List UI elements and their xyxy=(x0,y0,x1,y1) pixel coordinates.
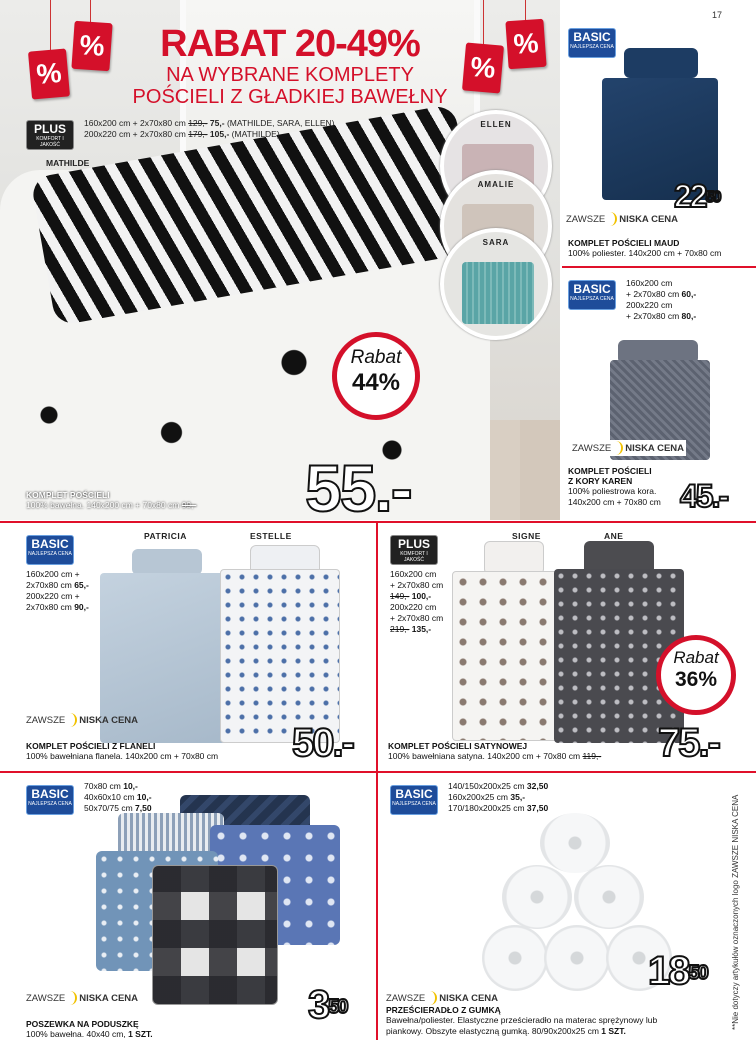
karen-desc2: 140x200 cm + 70x80 cm xyxy=(568,497,661,507)
signe-pillow-image xyxy=(484,541,544,575)
maud-pillow-image xyxy=(624,48,698,78)
zawsze-niska-cena-logo: ZAWSZE NISKA CENA xyxy=(566,213,678,225)
hero-product-info: KOMPLET POŚCIELI 100% bawełna. 140x200 cm + 70x80 cm 99,- xyxy=(26,490,197,510)
flanel-title: KOMPLET POŚCIELI Z FLANELI xyxy=(26,741,156,751)
zawsze-niska-cena-logo: ZAWSZE NISKA CENA xyxy=(570,440,686,456)
maud-title: KOMPLET POŚCIELI MAUD xyxy=(568,238,680,248)
headline-sub2: POŚCIELI Z GŁADKIEJ BAWEŁNY xyxy=(132,86,448,108)
headline xyxy=(120,24,460,108)
basic-badge: BASIC NAJLEPSZA CENA xyxy=(26,535,74,565)
product-flanel xyxy=(0,523,376,771)
zawsze-niska-cena-logo: ZAWSZE NISKA CENA xyxy=(26,992,138,1004)
percent-tag: % xyxy=(71,21,112,72)
flanel-sizes: 160x200 cm + 2x70x80 cm 65,- 200x220 cm + 2x70x80 cm 90,- xyxy=(26,569,89,612)
percent-tag: % xyxy=(462,42,504,93)
pillow-check-image xyxy=(152,865,278,1005)
plus-badge: PLUS KOMFORT I JAKOŚĆ xyxy=(390,535,438,565)
sheet-desc2: piankowy. Obszyte elastyczną gumką. 80/90x200x25 cm 1 SZT. xyxy=(386,1026,626,1036)
variant-patricia: PATRICIA xyxy=(144,531,187,541)
karen-sizes: 160x200 cm + 2x70x80 cm 60,- 200x220 cm + 2x70x80 cm 80,- xyxy=(626,278,697,321)
karen-desc1: 100% poliestrowa kora. xyxy=(568,486,657,496)
patricia-pillow-image xyxy=(132,549,202,575)
variant-signe: SIGNE xyxy=(512,531,541,541)
variant-ane: ANE xyxy=(604,531,624,541)
product-karen xyxy=(562,268,756,520)
sheet-sizes: 140/150x200x25 cm 32,50 160x200x25 cm 35,- 170/180x200x25 cm 37,50 xyxy=(448,781,549,813)
satin-price: 75.- xyxy=(658,721,719,765)
zawsze-niska-cena-logo: ZAWSZE NISKA CENA xyxy=(386,992,498,1004)
percent-tag: % xyxy=(505,19,546,70)
page-number: 17 xyxy=(712,10,723,20)
karen-price: 45.- xyxy=(680,478,728,514)
product-maud xyxy=(562,0,756,264)
sheet-price: $18^{50}$ xyxy=(648,949,707,993)
rabat-badge: Rabat 36% xyxy=(656,635,736,715)
variant-estelle: ESTELLE xyxy=(250,531,292,541)
maud-price: $22^{50}$ xyxy=(674,178,720,214)
variant-circle-amalie: AMALIE xyxy=(440,170,552,282)
variant-circle-ellen: ELLEN xyxy=(440,110,552,222)
hero-panel xyxy=(0,0,560,520)
flanel-desc: 100% bawełniana flanela. 140x200 cm + 70x80 cm xyxy=(26,751,219,761)
product-satin xyxy=(378,523,756,771)
rabat-badge: Rabat 44% xyxy=(332,332,420,420)
pillowcase-desc: 100% bawełna. 40x40 cm, 1 SZT. xyxy=(26,1029,153,1039)
percent-tag: % xyxy=(28,48,70,99)
sheet-desc1: Bawełna/poliester. Elastyczne prześcieradło na materac sprężynowy lub xyxy=(386,1015,658,1025)
satin-sizes: 160x200 cm + 2x70x80 cm 149,- 100,- 200x220 cm + 2x70x80 cm 219,- 135,- xyxy=(390,569,444,634)
product-pillowcase xyxy=(0,773,376,1040)
pillowcase-title: POSZEWKA NA PODUSZKĘ xyxy=(26,1019,139,1029)
rolled-sheets-image xyxy=(482,813,672,999)
headline-sub1: NA WYBRANE KOMPLETY xyxy=(166,64,414,86)
flanel-price: 50.- xyxy=(292,721,353,765)
headline-title: RABAT 20-49% xyxy=(160,23,420,65)
variant-circle-sara: SARA xyxy=(440,228,552,340)
basic-badge: BASIC NAJLEPSZA CENA xyxy=(390,785,438,815)
variant-mathilde: MATHILDE xyxy=(46,158,90,168)
basic-badge: BASIC NAJLEPSZA CENA xyxy=(568,280,616,310)
basic-badge: BASIC NAJLEPSZA CENA xyxy=(568,28,616,58)
karen-title2: Z KORY KAREN xyxy=(568,476,633,486)
satin-title: KOMPLET POŚCIELI SATYNOWEJ xyxy=(388,741,528,751)
karen-title1: KOMPLET POŚCIELI xyxy=(568,466,652,476)
pillowcase-sizes: 70x80 cm 10,- 40x60x10 cm 10,- 50x70/75 cm 7,50 xyxy=(84,781,152,813)
plus-badge: PLUS KOMFORT I JAKOŚĆ xyxy=(26,120,74,150)
side-note: **Nie dotyczy artykułów oznaczonych logo ZAWSZE NISKA CENA xyxy=(731,794,740,1030)
basic-badge: BASIC NAJLEPSZA CENA xyxy=(26,785,74,815)
hero-price: 55.- xyxy=(305,451,411,520)
pillowcase-price: $3^{50}$ xyxy=(308,983,347,1027)
signe-duvet-image xyxy=(452,571,564,741)
satin-desc: 100% bawełniana satyna. 140x200 cm + 70x80 cm 119,- xyxy=(388,751,602,761)
sheet-title: PRZEŚCIERADŁO Z GUMKĄ xyxy=(386,1005,501,1015)
zawsze-niska-cena-logo: ZAWSZE NISKA CENA xyxy=(26,714,138,726)
product-sheet xyxy=(378,773,724,1040)
estelle-duvet-image xyxy=(220,569,340,743)
maud-desc: 100% poliester. 140x200 cm + 70x80 cm xyxy=(568,248,722,258)
hero-sizes: 160x200 cm + 2x70x80 cm 129,- 75,- (MATHILDE, SARA, ELLEN) 200x220 cm + 2x70x80 cm 179,- 105,- (MATHILDE) xyxy=(84,118,335,139)
